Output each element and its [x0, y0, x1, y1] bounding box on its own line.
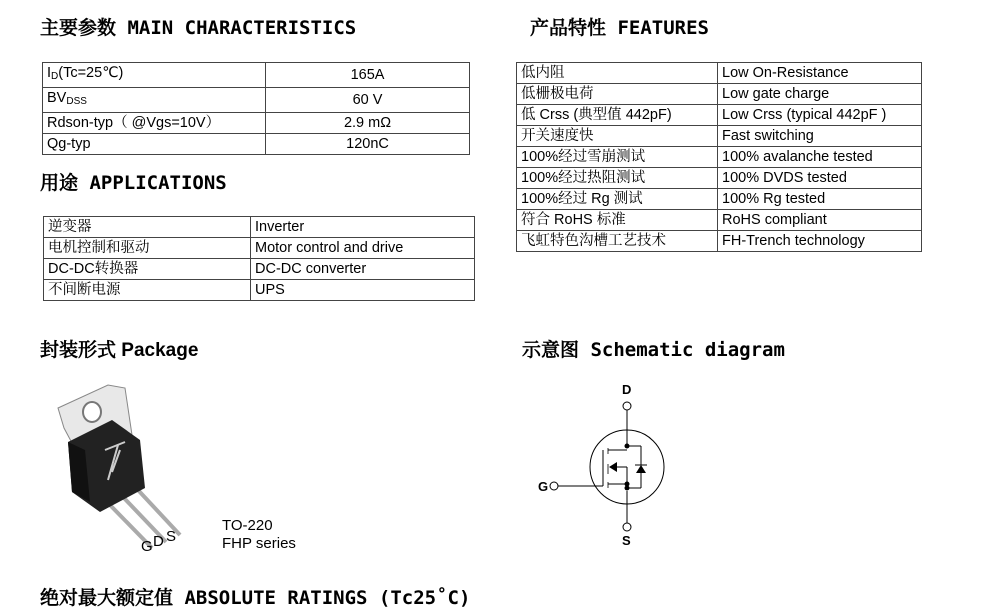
table-row — [517, 210, 922, 231]
mosfet-schematic-icon — [535, 380, 665, 550]
table-row — [517, 189, 922, 210]
table-row — [517, 126, 922, 147]
feature-en: 100% avalanche tested — [718, 147, 922, 168]
value-cell: 165A — [266, 63, 470, 88]
param-cell: Qg-typ — [43, 134, 266, 155]
value-cell: 120nC — [266, 134, 470, 155]
features-heading: 产品特性 FEATURES — [530, 17, 709, 39]
feature-en: Low Crss (typical 442pF ) — [718, 105, 922, 126]
schematic-label-g: G — [538, 479, 549, 494]
param-cell: Rdson-typ（ @Vgs=10V） — [43, 113, 266, 134]
param-cell — [43, 88, 266, 113]
param-subscript: DSS — [66, 96, 87, 107]
application-en: UPS — [251, 280, 475, 301]
feature-cn: 100%经过雪崩测试 — [517, 147, 718, 168]
param-label: I — [47, 65, 52, 81]
feature-en: FH-Trench technology — [718, 231, 922, 252]
param-subscript: D — [51, 71, 59, 82]
feature-en: Fast switching — [718, 126, 922, 147]
schematic-heading: 示意图 Schematic diagram — [522, 339, 785, 361]
feature-en: Low gate charge — [718, 84, 922, 105]
param-cell — [43, 63, 266, 88]
application-cn: 电机控制和驱动 — [44, 238, 251, 259]
table-row — [43, 63, 470, 88]
application-en: DC-DC converter — [251, 259, 475, 280]
table-row — [517, 105, 922, 126]
table-row — [517, 84, 922, 105]
feature-en: 100% DVDS tested — [718, 168, 922, 189]
feature-cn: 低内阻 — [517, 63, 718, 84]
package-series: FHP series — [222, 535, 296, 552]
pin-label-d: D — [153, 533, 164, 550]
features-table — [516, 62, 922, 252]
table-row — [517, 231, 922, 252]
main-characteristics-heading: 主要参数 MAIN CHARACTERISTICS — [40, 17, 357, 39]
table-row — [44, 217, 475, 238]
feature-en: 100% Rg tested — [718, 189, 922, 210]
table-row — [517, 147, 922, 168]
feature-cn: 100%经过热阻测试 — [517, 168, 718, 189]
param-suffix: (Tc=25℃) — [58, 65, 124, 81]
absolute-ratings-heading: 绝对最大额定值 ABSOLUTE RATINGS (Tc25˚C) — [40, 587, 471, 609]
param-label: BV — [47, 90, 67, 106]
pin-label-g: G — [141, 538, 153, 555]
table-row — [517, 63, 922, 84]
feature-en: RoHS compliant — [718, 210, 922, 231]
feature-en: Low On-Resistance — [718, 63, 922, 84]
table-row — [43, 134, 470, 155]
feature-cn: 低 Crss (典型值 442pF) — [517, 105, 718, 126]
value-cell: 60 V — [266, 88, 470, 113]
feature-cn: 低栅极电荷 — [517, 84, 718, 105]
table-row — [517, 168, 922, 189]
table-row — [44, 280, 475, 301]
feature-cn: 符合 RoHS 标准 — [517, 210, 718, 231]
application-cn: 不间断电源 — [44, 280, 251, 301]
schematic-label-d: D — [622, 382, 632, 397]
applications-heading: 用途 APPLICATIONS — [40, 172, 227, 194]
application-cn: 逆变器 — [44, 217, 251, 238]
feature-cn: 100%经过 Rg 测试 — [517, 189, 718, 210]
application-en: Motor control and drive — [251, 238, 475, 259]
application-cn: DC-DC转换器 — [44, 259, 251, 280]
value-cell: 2.9 mΩ — [266, 113, 470, 134]
pin-label-s: S — [166, 528, 177, 545]
application-en: Inverter — [251, 217, 475, 238]
main-characteristics-table — [42, 62, 470, 155]
table-row — [43, 113, 470, 134]
package-type: TO-220 — [222, 517, 273, 534]
table-row — [43, 88, 470, 113]
table-row — [44, 259, 475, 280]
package-heading: 封装形式 Package — [40, 340, 199, 361]
schematic-label-s: S — [622, 533, 631, 548]
applications-table — [43, 216, 475, 301]
feature-cn: 开关速度快 — [517, 126, 718, 147]
feature-cn: 飞虹特色沟槽工艺技术 — [517, 231, 718, 252]
table-row — [44, 238, 475, 259]
